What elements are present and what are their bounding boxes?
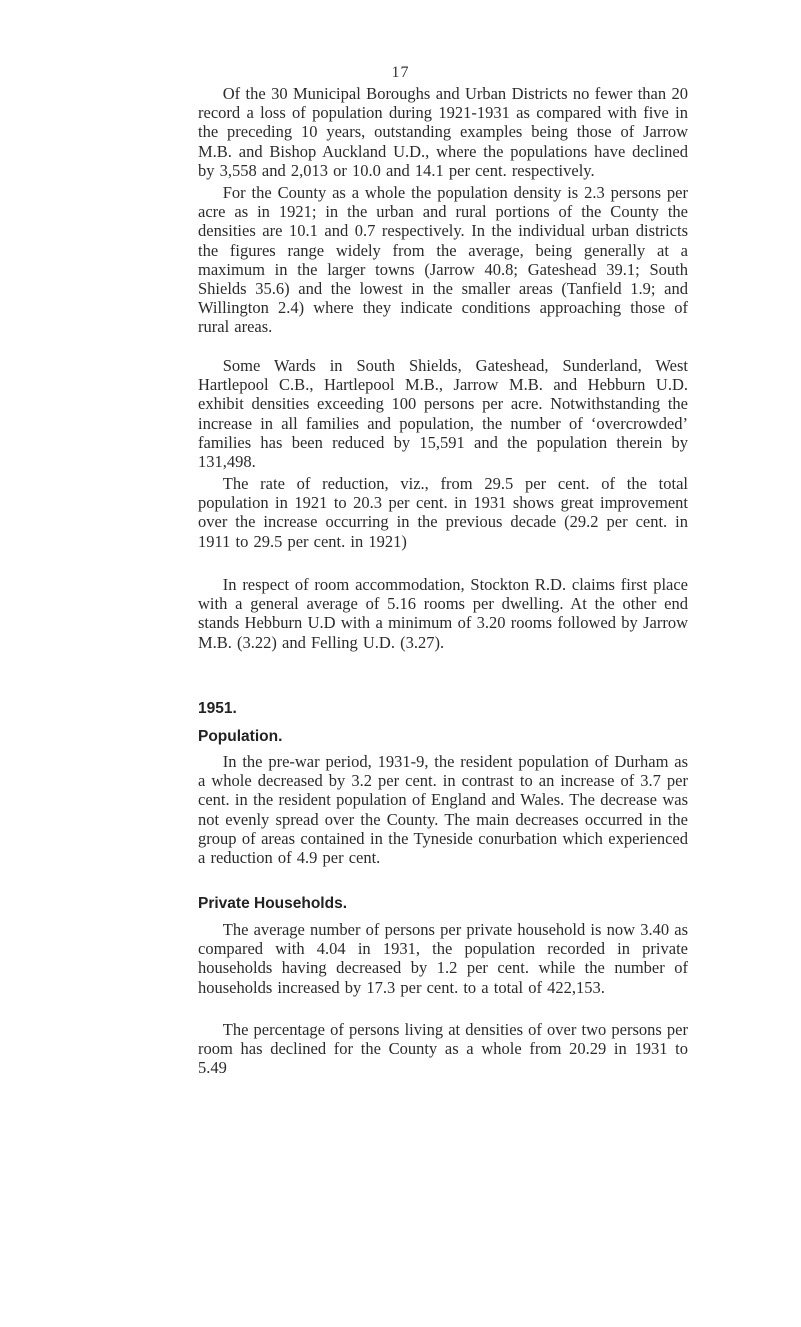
paragraph-room-accommodation: In respect of room accommodation, Stockton R.D. claims first place with a general average of 5.16 rooms per dwelling. At the other end stands Hebburn U.D with a minimum of 3.20 rooms followed by Jarrow M.B. (3.22) and Felling U.D. (3.27). xyxy=(198,575,688,652)
paragraph-reduction-rate: The rate of reduction, viz., from 29.5 per cent. of the total population in 1921 to 20.3 per cent. in 1931 shows great improvement over the increase occurring in the previous decade (29.2 per cent. in 1911 to 29.5 per cent. in 1921) xyxy=(198,474,688,551)
page-number: 17 xyxy=(391,64,410,81)
population-heading: Population. xyxy=(198,728,283,745)
paragraph-borough-population-loss: Of the 30 Municipal Boroughs and Urban Districts no fewer than 20 record a loss of population during 1921-1931 as compared with five in the preceding 10 years, outstanding examples being those of Jarrow M.B. and Bishop Auckland U.D., where the populations have declined by 3,558 and 2,013 or 10.0 and 14.1 per cent. respectively. xyxy=(198,84,688,180)
year-heading: 1951. xyxy=(198,700,237,717)
paragraph-population-density: For the County as a whole the population density is 2.3 persons per acre as in 1921; in the urban and rural portions of the County the densities are 10.1 and 0.7 respectively. In the individual urban districts the figures range widely from the average, being generally at a maximum in the larger towns (Jarrow 40.8; Gateshead 39.1; South Shields 35.6) and the lowest in the smaller areas (Tanfield 1.9; and Willington 2.4) where they indicate conditions approaching those of rural areas. xyxy=(198,183,688,337)
paragraph-household-size: The average number of persons per private household is now 3.40 as compared with 4.04 in 1931, the population recorded in private households having decreased by 1.2 per cent. while the number of households increased by 17.3 per cent. to a total of 422,153. xyxy=(198,920,688,997)
paragraph-ward-densities: Some Wards in South Shields, Gateshead, Sunderland, West Hartlepool C.B., Hartlepool M.B., Jarrow M.B. and Hebburn U.D. exhibit densities exceeding 100 persons per acre. Notwithstanding the increase in all families and population, the number of ‘overcrowded’ families has been reduced by 15,591 and the population therein by 131,498. xyxy=(198,356,688,472)
paragraph-overcrowding-percentage: The percentage of persons living at densities of over two persons per room has declined for the County as a whole from 20.29 in 1931 to 5.49 xyxy=(198,1020,688,1078)
private-households-heading: Private Households. xyxy=(198,895,348,912)
paragraph-pre-war-population: In the pre-war period, 1931-9, the resident population of Durham as a whole decreased by 3.2 per cent. in contrast to an increase of 3.7 per cent. in the resident population of England and Wales. The decrease was not evenly spread over the County. The main decreases occurred in the group of areas contained in the Tyneside conurbation which experienced a reduction of 4.9 per cent. xyxy=(198,752,688,868)
